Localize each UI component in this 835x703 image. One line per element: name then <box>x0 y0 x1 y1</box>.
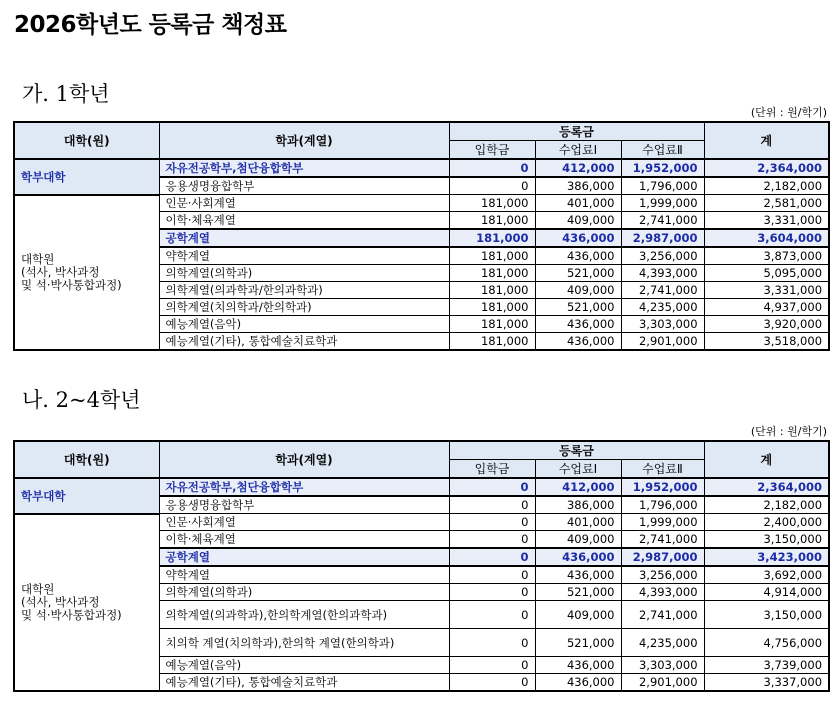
department-cell: 약학계열 <box>159 247 449 265</box>
fee1-cell: 412,000 <box>535 478 621 496</box>
fee2-cell: 4,235,000 <box>621 629 704 657</box>
fee2-cell: 3,303,000 <box>621 657 704 674</box>
fee2-cell: 4,235,000 <box>621 299 704 316</box>
admission-cell: 181,000 <box>449 265 535 282</box>
fee1-cell: 521,000 <box>535 265 621 282</box>
fee2-cell: 3,256,000 <box>621 247 704 265</box>
table-row <box>14 195 829 212</box>
department-cell: 예능계열(기타), 통합예술치료학과 <box>159 674 449 692</box>
fee2-cell: 1,952,000 <box>621 478 704 496</box>
department-cell: 응용생명융합학부 <box>159 177 449 195</box>
total-cell: 3,604,000 <box>704 229 829 247</box>
admission-cell: 181,000 <box>449 195 535 212</box>
section-heading-grade2-4: 나. 2~4학년 <box>22 388 141 412</box>
department-cell: 인문·사회계열 <box>159 514 449 531</box>
total-cell: 3,692,000 <box>704 566 829 584</box>
department-cell: 의학계열(의학과) <box>159 265 449 282</box>
unit-note: (단위 : 원/학기) <box>750 425 827 438</box>
fee2-cell: 2,987,000 <box>621 229 704 247</box>
fee2-cell: 3,256,000 <box>621 566 704 584</box>
total-cell: 4,937,000 <box>704 299 829 316</box>
fee1-cell: 521,000 <box>535 299 621 316</box>
total-cell: 2,364,000 <box>704 159 829 177</box>
total-cell: 3,150,000 <box>704 531 829 549</box>
admission-cell: 0 <box>449 514 535 531</box>
admission-cell: 0 <box>449 566 535 584</box>
header-admission: 입학금 <box>449 141 535 160</box>
admission-cell: 0 <box>449 674 535 692</box>
header-admission: 입학금 <box>449 460 535 479</box>
department-cell: 약학계열 <box>159 566 449 584</box>
total-cell: 3,423,000 <box>704 548 829 566</box>
fee2-cell: 3,303,000 <box>621 316 704 333</box>
department-cell: 의학계열(의과학과),한의학계열(한의과학과) <box>159 601 449 629</box>
fee1-cell: 386,000 <box>535 177 621 195</box>
department-cell: 자유전공학부,첨단융합학부 <box>159 478 449 496</box>
admission-cell: 181,000 <box>449 316 535 333</box>
fee1-cell: 409,000 <box>535 601 621 629</box>
admission-cell: 0 <box>449 657 535 674</box>
fee1-cell: 436,000 <box>535 316 621 333</box>
college-undergrad: 학부대학 <box>14 159 159 195</box>
admission-cell: 0 <box>449 159 535 177</box>
admission-cell: 0 <box>449 496 535 514</box>
admission-cell: 0 <box>449 601 535 629</box>
fee2-cell: 1,999,000 <box>621 514 704 531</box>
header-fee1: 수업료Ⅰ <box>535 141 621 160</box>
fee2-cell: 1,999,000 <box>621 195 704 212</box>
fee1-cell: 436,000 <box>535 247 621 265</box>
fee1-cell: 436,000 <box>535 229 621 247</box>
fee2-cell: 2,901,000 <box>621 333 704 351</box>
unit-note: (단위 : 원/학기) <box>750 106 827 119</box>
fee2-cell: 1,796,000 <box>621 177 704 195</box>
fee2-cell: 4,393,000 <box>621 584 704 601</box>
college-graduate-line: (석사, 박사과정 <box>21 264 100 279</box>
total-cell: 2,182,000 <box>704 496 829 514</box>
college-graduate-line: 대학원 <box>21 251 55 266</box>
total-cell: 3,331,000 <box>704 282 829 299</box>
fee2-cell: 1,796,000 <box>621 496 704 514</box>
department-cell: 의학계열(의학과) <box>159 584 449 601</box>
fee2-cell: 4,393,000 <box>621 265 704 282</box>
department-cell: 인문·사회계열 <box>159 195 449 212</box>
department-cell: 이학·체육계열 <box>159 531 449 549</box>
header-department: 학과(계열) <box>159 441 449 478</box>
total-cell: 2,581,000 <box>704 195 829 212</box>
admission-cell: 181,000 <box>449 229 535 247</box>
fee2-cell: 2,901,000 <box>621 674 704 692</box>
admission-cell: 181,000 <box>449 212 535 230</box>
total-cell: 3,920,000 <box>704 316 829 333</box>
admission-cell: 0 <box>449 629 535 657</box>
fee1-cell: 409,000 <box>535 212 621 230</box>
admission-cell: 0 <box>449 548 535 566</box>
admission-cell: 0 <box>449 584 535 601</box>
section-heading-grade1: 가. 1학년 <box>22 82 110 106</box>
admission-cell: 181,000 <box>449 282 535 299</box>
fee1-cell: 412,000 <box>535 159 621 177</box>
fee1-cell: 436,000 <box>535 674 621 692</box>
admission-cell: 0 <box>449 531 535 549</box>
college-graduate-line: (석사, 박사과정 <box>21 594 100 609</box>
fee2-cell: 2,741,000 <box>621 282 704 299</box>
header-fee1: 수업료Ⅰ <box>535 460 621 479</box>
total-cell: 3,150,000 <box>704 601 829 629</box>
header-department: 학과(계열) <box>159 122 449 159</box>
college-graduate <box>14 195 159 351</box>
total-cell: 3,873,000 <box>704 247 829 265</box>
total-cell: 2,364,000 <box>704 478 829 496</box>
fee1-cell: 521,000 <box>535 584 621 601</box>
department-cell: 공학계열 <box>159 229 449 247</box>
header-fee2: 수업료Ⅱ <box>621 460 704 479</box>
fee1-cell: 436,000 <box>535 548 621 566</box>
admission-cell: 0 <box>449 478 535 496</box>
admission-cell: 0 <box>449 177 535 195</box>
admission-cell: 181,000 <box>449 247 535 265</box>
table-row <box>14 159 829 177</box>
total-cell: 2,400,000 <box>704 514 829 531</box>
department-cell: 예능계열(음악) <box>159 657 449 674</box>
fee1-cell: 401,000 <box>535 514 621 531</box>
fee1-cell: 521,000 <box>535 629 621 657</box>
fee2-cell: 2,741,000 <box>621 212 704 230</box>
college-graduate-line: 및 석·박사통합과정) <box>21 277 122 292</box>
department-cell: 예능계열(기타), 통합예술치료학과 <box>159 333 449 351</box>
header-college: 대학(원) <box>14 122 159 159</box>
header-college: 대학(원) <box>14 441 159 478</box>
admission-cell: 181,000 <box>449 333 535 351</box>
total-cell: 5,095,000 <box>704 265 829 282</box>
page-title: 2026학년도 등록금 책정표 <box>14 12 287 38</box>
total-cell: 3,337,000 <box>704 674 829 692</box>
college-undergrad: 학부대학 <box>14 478 159 514</box>
department-cell: 예능계열(음악) <box>159 316 449 333</box>
total-cell: 3,518,000 <box>704 333 829 351</box>
fee2-cell: 2,741,000 <box>621 531 704 549</box>
fee1-cell: 386,000 <box>535 496 621 514</box>
fee2-cell: 1,952,000 <box>621 159 704 177</box>
fee1-cell: 409,000 <box>535 282 621 299</box>
college-graduate-line: 대학원 <box>21 581 55 596</box>
department-cell: 응용생명융합학부 <box>159 496 449 514</box>
fee1-cell: 436,000 <box>535 333 621 351</box>
department-cell: 치의학 계열(치의학과),한의학 계열(한의학과) <box>159 629 449 657</box>
table-row <box>14 478 829 496</box>
college-graduate <box>14 514 159 692</box>
fee2-cell: 2,741,000 <box>621 601 704 629</box>
department-cell: 이학·체육계열 <box>159 212 449 230</box>
fee1-cell: 401,000 <box>535 195 621 212</box>
total-cell: 4,914,000 <box>704 584 829 601</box>
total-cell: 3,331,000 <box>704 212 829 230</box>
total-cell: 2,182,000 <box>704 177 829 195</box>
header-tuition: 등록금 <box>449 441 704 460</box>
header-tuition: 등록금 <box>449 122 704 141</box>
college-graduate-line: 및 석·박사통합과정) <box>21 607 122 622</box>
department-cell: 자유전공학부,첨단융합학부 <box>159 159 449 177</box>
department-cell: 의학계열(치의학과/한의학과) <box>159 299 449 316</box>
total-cell: 4,756,000 <box>704 629 829 657</box>
total-cell: 3,739,000 <box>704 657 829 674</box>
fee1-cell: 436,000 <box>535 566 621 584</box>
table-row <box>14 514 829 531</box>
tuition-table-grade2-4 <box>13 440 830 692</box>
department-cell: 공학계열 <box>159 548 449 566</box>
fee1-cell: 436,000 <box>535 657 621 674</box>
fee2-cell: 2,987,000 <box>621 548 704 566</box>
header-total: 계 <box>704 122 829 159</box>
header-total: 계 <box>704 441 829 478</box>
tuition-table-grade1 <box>13 121 830 351</box>
department-cell: 의학계열(의과학과/한의과학과) <box>159 282 449 299</box>
admission-cell: 181,000 <box>449 299 535 316</box>
fee1-cell: 409,000 <box>535 531 621 549</box>
header-fee2: 수업료Ⅱ <box>621 141 704 160</box>
